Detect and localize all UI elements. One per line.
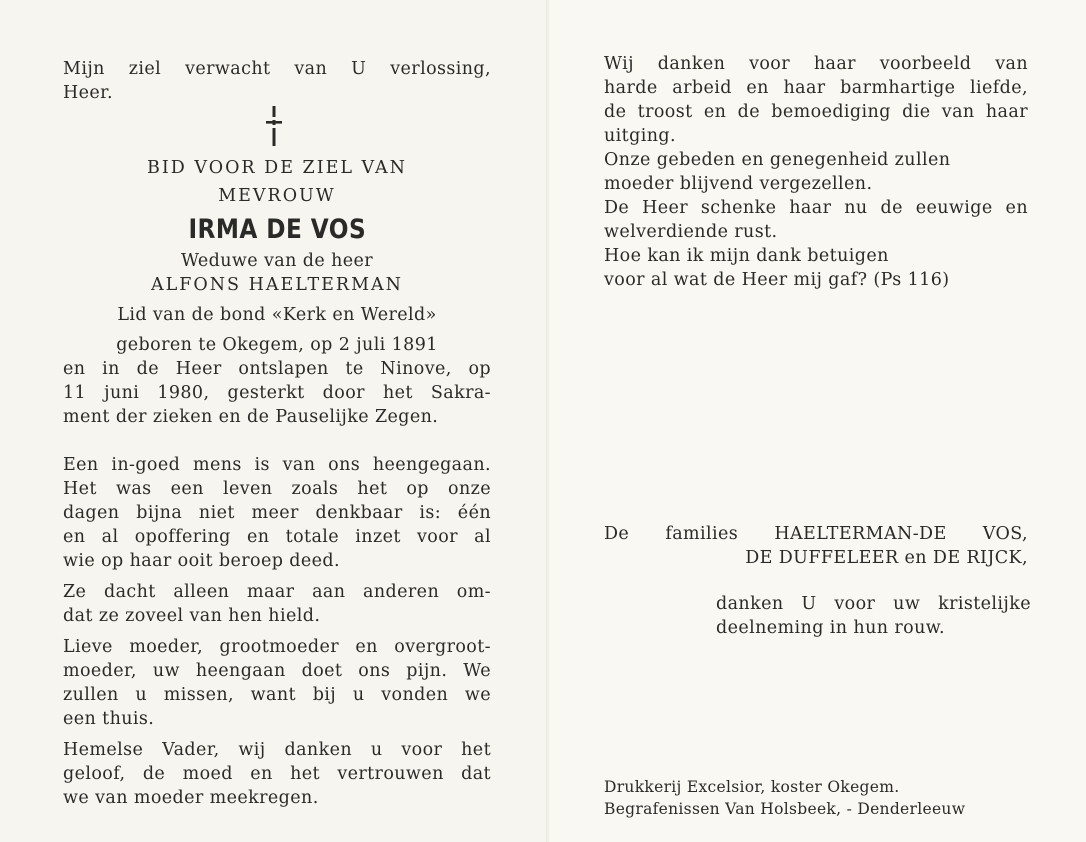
text-line: wie op haar ooit beroep deed. xyxy=(63,551,340,571)
thanks-text xyxy=(604,52,1028,292)
text-line: uitging. xyxy=(604,126,676,146)
member-line: Lid van de bond «Kerk en Wereld» xyxy=(117,305,437,325)
text-line: geloof, de moed en het vertrouwen dat xyxy=(63,764,491,784)
text-line: De Heer schenke haar nu de eeuwige en xyxy=(604,198,1028,218)
text-line: DE DUFFELEER en DE RIJCK, xyxy=(745,548,1028,568)
cross-icon xyxy=(264,104,284,148)
paragraph xyxy=(63,580,491,628)
tribute-text xyxy=(63,453,491,817)
text-line: De families HAELTERMAN-DE VOS, xyxy=(604,524,1028,544)
bio-line: geboren te Okegem, op 2 juli 1891 xyxy=(116,335,438,355)
families-block xyxy=(604,522,1028,570)
printer-credits xyxy=(604,776,1028,820)
verse-line: Heer. xyxy=(63,83,113,103)
bio-block xyxy=(63,333,491,429)
text-line: moeder, uw heengaan doet ons pijn. We xyxy=(63,661,491,681)
text-line: Hemelse Vader, wij danken u voor het xyxy=(63,740,491,760)
text-line: dagen bijna niet meer denkbaar is: één xyxy=(63,503,491,523)
pray-line: BID VOOR DE ZIEL VAN xyxy=(147,158,407,178)
printer-line: Drukkerij Excelsior, koster Okegem. xyxy=(604,778,900,796)
card-fold xyxy=(546,0,549,842)
paragraph xyxy=(63,635,491,731)
text-line: Een in-goed mens is van ons heengegaan. xyxy=(63,455,491,475)
text-line: Het was een leven zoals het op onze xyxy=(63,479,491,499)
family-thanks xyxy=(716,592,1031,640)
text-line: danken U voor uw kristelijke xyxy=(716,594,1031,614)
widow-line: Weduwe van de heer xyxy=(180,251,374,271)
text-line: een thuis. xyxy=(63,709,155,729)
deceased-name: IRMA DE VOS xyxy=(188,214,366,245)
text-line: en al opoffering en totale inzet voor al xyxy=(63,527,491,547)
paragraph xyxy=(63,738,491,810)
text-line: welverdiende rust. xyxy=(604,222,778,242)
text-line: voor al wat de Heer mij gaf? (Ps 116) xyxy=(604,270,950,290)
opening-verse xyxy=(63,57,491,105)
text-line: deelneming in hun rouw. xyxy=(716,618,946,638)
husband-name: ALFONS HAELTERMAN xyxy=(151,275,403,295)
text-line: Wij danken voor haar voorbeeld van xyxy=(604,54,1028,74)
text-line: moeder blijvend vergezellen. xyxy=(604,174,873,194)
paragraph xyxy=(63,453,491,573)
text-line: harde arbeid en haar barmhartige liefde, xyxy=(604,78,1028,98)
text-line: Ze dacht alleen maar aan anderen om- xyxy=(63,582,491,602)
text-line: zullen u missen, want bij u vonden we xyxy=(63,685,491,705)
bio-line: 11 juni 1980, gesterkt door het Sakra- xyxy=(63,383,491,403)
bio-line: ment der zieken en de Pauselijke Zegen. xyxy=(63,407,439,427)
text-line: Hoe kan ik mijn dank betuigen xyxy=(604,246,889,266)
title-line: MEVROUW xyxy=(218,186,336,206)
text-line: dat ze zoveel van hen hield. xyxy=(63,606,321,626)
bio-line: en in de Heer ontslapen te Ninove, op xyxy=(63,359,491,379)
text-line: we van moeder meekregen. xyxy=(63,788,319,808)
printer-line: Begrafenissen Van Holsbeek, - Denderleeuw xyxy=(604,800,966,818)
verse-line: Mijn ziel verwacht van U verlossing, xyxy=(63,59,491,79)
text-line: de troost en de bemoediging die van haar xyxy=(604,102,1028,122)
text-line: Lieve moeder, grootmoeder en overgroot- xyxy=(63,637,491,657)
text-line: Onze gebeden en genegenheid zullen xyxy=(604,150,951,170)
